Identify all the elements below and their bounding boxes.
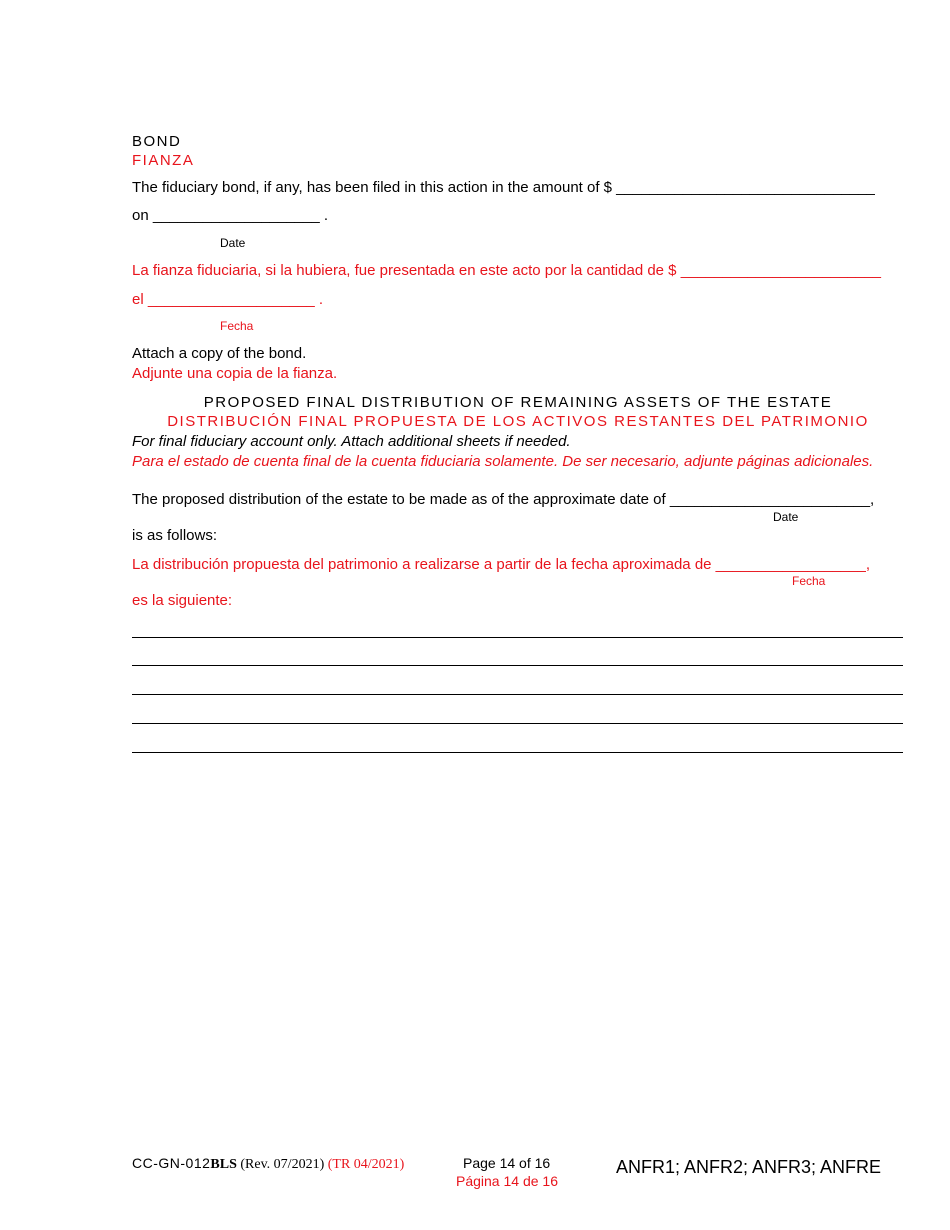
distribution-note: For final fiduciary account only. Attach additional sheets if needed. bbox=[132, 433, 571, 450]
bond-date-line: on ____________________ . bbox=[132, 207, 329, 224]
distribution-entry-line[interactable] bbox=[132, 723, 903, 724]
bond-heading: BOND bbox=[132, 133, 182, 150]
bond-date-line-es: el ____________________ . bbox=[132, 291, 324, 308]
distribution-entry-line[interactable] bbox=[132, 694, 903, 695]
distribution-entry-line[interactable] bbox=[132, 665, 903, 666]
proposed-distribution-text: The proposed distribution of the estate to be made as of the approximate date of ________________________, bbox=[132, 491, 875, 508]
bond-date-caption-es: Fecha bbox=[220, 319, 254, 333]
field-codes: ANFR1; ANFR2; ANFR3; ANFRE bbox=[616, 1157, 882, 1177]
form-revision: (Rev. 07/2021) bbox=[236, 1157, 328, 1172]
bond-date-caption: Date bbox=[220, 236, 246, 250]
as-follows-text-es: es la siguiente: bbox=[132, 592, 233, 609]
form-id bbox=[132, 1156, 404, 1172]
distribution-date-caption-es: Fecha bbox=[792, 574, 826, 588]
distribution-entry-line[interactable] bbox=[132, 752, 903, 753]
distribution-note-es: Para el estado de cuenta final de la cuenta fiduciaria solamente. De ser necesario, adjunte páginas adicionales. bbox=[132, 453, 874, 470]
attach-bond-text-es: Adjunte una copia de la fianza. bbox=[132, 365, 338, 382]
distribution-heading-es: DISTRIBUCIÓN FINAL PROPUESTA DE LOS ACTIVOS RESTANTES DEL PATRIMONIO bbox=[167, 413, 869, 430]
proposed-distribution-text-es: La distribución propuesta del patrimonio a realizarse a partir de la fecha aproximada de __________________, bbox=[132, 556, 870, 573]
distribution-heading: PROPOSED FINAL DISTRIBUTION OF REMAINING ASSETS OF THE ESTATE bbox=[203, 394, 833, 411]
attach-bond-text: Attach a copy of the bond. bbox=[132, 345, 307, 362]
form-suffix: BLS bbox=[210, 1157, 237, 1172]
as-follows-text: is as follows: bbox=[132, 527, 218, 544]
bond-heading-es: FIANZA bbox=[132, 152, 195, 169]
page-number-es: Página 14 de 16 bbox=[456, 1173, 558, 1189]
translation-revision: (TR 04/2021) bbox=[327, 1157, 405, 1172]
bond-amount-text-es: La fianza fiduciaria, si la hubiera, fue presentada en este acto por la cantidad de $ ________________________ bbox=[132, 262, 881, 279]
form-code: CC-GN-012 bbox=[132, 1155, 211, 1171]
distribution-date-caption: Date bbox=[773, 510, 799, 524]
distribution-entry-line[interactable] bbox=[132, 637, 903, 638]
bond-amount-text: The fiduciary bond, if any, has been filed in this action in the amount of $ _______________________________ bbox=[132, 179, 875, 196]
page-number: Page 14 of 16 bbox=[463, 1155, 551, 1171]
